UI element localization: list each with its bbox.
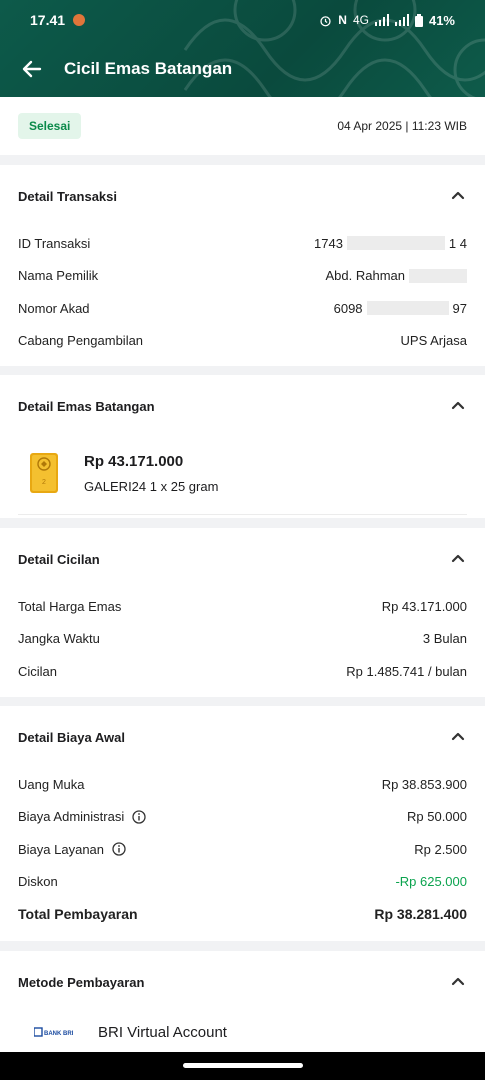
redacted-mask — [347, 236, 445, 250]
detail-transaksi-section — [0, 165, 485, 366]
detail-row — [0, 590, 485, 623]
value-prefix: 1743 — [314, 235, 343, 251]
detail-row — [0, 801, 485, 834]
row-value — [334, 301, 467, 316]
transaction-date: 04 Apr 2025 | 11:23 WIB — [337, 119, 467, 133]
row-value — [314, 236, 467, 251]
row-value: 3 Bulan — [422, 631, 467, 647]
value-prefix: 6098 — [333, 300, 363, 316]
detail-row — [0, 260, 485, 293]
detail-row — [0, 655, 485, 688]
row-value: Rp 38.853.900 — [381, 776, 467, 792]
signal-icon — [375, 14, 389, 26]
label-text: Biaya Administrasi — [18, 809, 125, 825]
value-prefix: Abd. Rahman — [325, 268, 405, 284]
row-label: Cicilan — [18, 663, 58, 679]
discount-value: -Rp 625.000 — [395, 874, 467, 890]
section-title: Detail Biaya Awal — [18, 729, 125, 745]
status-card — [0, 97, 485, 155]
status-time: 17.41 — [30, 12, 66, 28]
nfc-icon: N — [338, 13, 347, 27]
detail-row — [0, 768, 485, 801]
detail-row — [0, 227, 485, 260]
row-value: Rp 43.171.000 — [381, 598, 467, 614]
row-value: Rp 2.500 — [414, 841, 467, 857]
total-row — [0, 898, 485, 931]
section-header[interactable] — [0, 951, 485, 1013]
detail-cicilan-section — [0, 528, 485, 697]
value-suffix: 97 — [452, 300, 467, 316]
detail-row — [0, 623, 485, 656]
bri-logo-text: BANK BRI — [44, 1031, 74, 1037]
chevron-up-icon[interactable] — [449, 187, 467, 205]
row-label: Nama Pemilik — [18, 268, 99, 284]
total-value: Rp 38.281.400 — [374, 906, 467, 923]
nav-bar — [0, 40, 485, 97]
gold-description: GALERI24 1 x 25 gram — [84, 479, 219, 494]
row-label: Diskon — [18, 874, 58, 890]
section-header[interactable] — [0, 165, 485, 227]
detail-row — [0, 833, 485, 866]
row-label: Nomor Akad — [18, 300, 90, 316]
info-icon[interactable] — [112, 842, 126, 856]
battery-icon — [415, 14, 423, 27]
section-title: Detail Cicilan — [18, 551, 100, 567]
row-value: UPS Arjasa — [400, 333, 467, 349]
row-value — [326, 268, 468, 283]
home-indicator[interactable] — [183, 1063, 303, 1068]
status-badge: Selesai — [18, 113, 81, 139]
detail-emas-section — [0, 375, 485, 518]
detail-row — [0, 292, 485, 325]
page-title: Cicil Emas Batangan — [64, 58, 233, 78]
section-header[interactable] — [0, 375, 485, 437]
redacted-mask — [409, 269, 467, 283]
chevron-up-icon[interactable] — [449, 973, 467, 991]
chevron-up-icon[interactable] — [449, 728, 467, 746]
back-arrow-icon[interactable] — [20, 57, 44, 81]
row-label: Total Harga Emas — [18, 598, 122, 614]
row-label — [18, 842, 126, 857]
info-icon[interactable] — [132, 810, 146, 824]
detail-row — [0, 325, 485, 358]
alarm-icon — [319, 14, 332, 27]
app-header — [0, 0, 485, 97]
status-bar — [0, 0, 485, 40]
metode-section — [0, 951, 485, 1052]
label-text: Biaya Layanan — [18, 841, 105, 857]
row-label: Jangka Waktu — [18, 631, 100, 647]
section-title: Metode Pembayaran — [18, 974, 145, 990]
detail-biaya-section — [0, 706, 485, 941]
chevron-up-icon[interactable] — [449, 397, 467, 415]
section-header[interactable] — [0, 706, 485, 768]
system-nav-bar — [0, 1052, 485, 1080]
gold-bar-label: 2 — [42, 479, 46, 486]
network-type: 4G — [352, 13, 369, 27]
payment-method-row — [0, 1013, 485, 1051]
gold-info — [84, 437, 218, 494]
payment-method-name: BRI Virtual Account — [98, 1023, 227, 1041]
value-suffix: 1 4 — [448, 235, 467, 251]
gold-bar-icon — [30, 453, 58, 493]
gold-item — [0, 437, 485, 514]
section-header[interactable] — [0, 528, 485, 590]
row-label: ID Transaksi — [18, 235, 91, 251]
section-title: Detail Transaksi — [18, 188, 117, 204]
detail-row — [0, 866, 485, 899]
row-label: Cabang Pengambilan — [18, 333, 144, 349]
total-label: Total Pembayaran — [18, 906, 138, 923]
row-value: Rp 50.000 — [407, 809, 467, 825]
gold-price: Rp 43.171.000 — [84, 453, 184, 470]
status-icons — [319, 13, 455, 28]
bri-logo-icon — [34, 1025, 74, 1039]
battery-level: 41% — [428, 12, 455, 28]
row-label: Uang Muka — [18, 776, 85, 792]
notification-icon — [73, 14, 85, 26]
divider — [18, 514, 467, 515]
signal-icon-2 — [395, 14, 409, 26]
row-value: Rp 1.485.741 / bulan — [346, 663, 467, 679]
row-label — [18, 809, 146, 824]
redacted-mask — [367, 301, 449, 315]
chevron-up-icon[interactable] — [449, 550, 467, 568]
section-title: Detail Emas Batangan — [18, 398, 155, 414]
